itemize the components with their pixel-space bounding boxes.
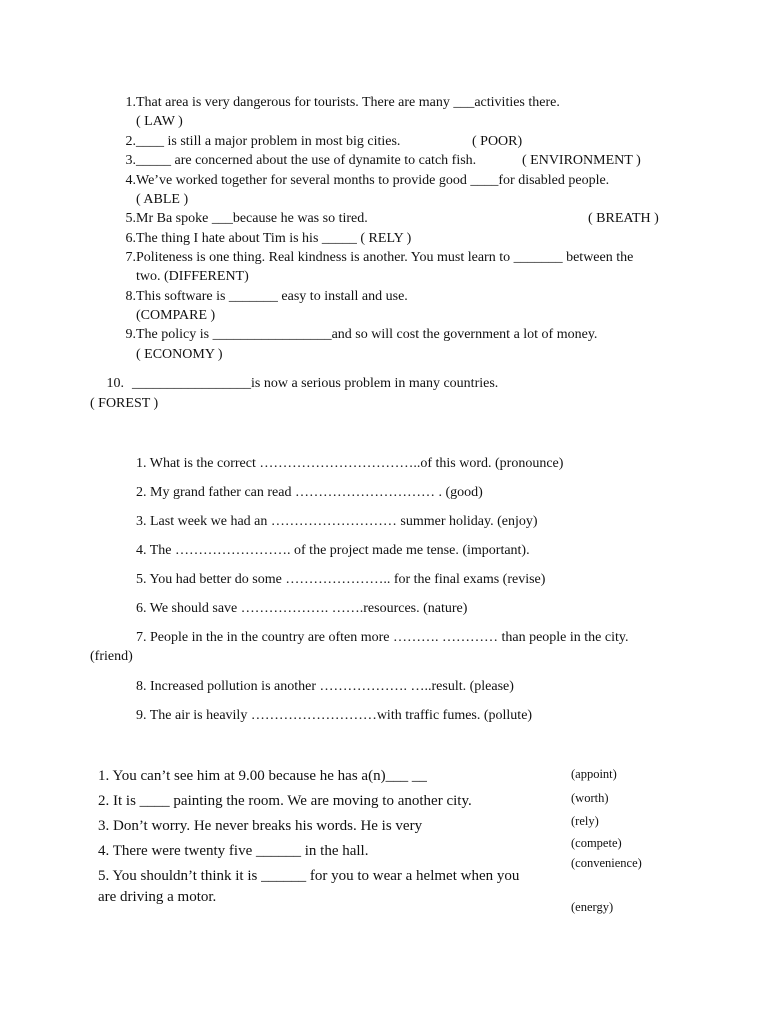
list-item: 2. My grand father can read ………………………… . (good) [136,485,483,500]
hint: (COMPARE ) [136,308,216,323]
hint: (compete) [571,836,622,850]
list-item: 9. The air is heavily ………………………with traffic fumes. (pollute) [136,708,533,723]
list-item-continuation: two. (DIFFERENT) [136,269,249,284]
hint: ( POOR) [472,134,523,149]
hint: (rely) [571,814,599,828]
list-item: 3. Last week we had an ……………………… summer holiday. (enjoy) [136,514,538,529]
hint: ( ABLE ) [136,192,189,207]
list-item-continuation: are driving a motor. [98,889,217,905]
list-item: 1. You can’t see him at 9.00 because he has a(n)___ __ [98,768,427,784]
hint: (energy) [571,900,614,914]
list-item: 2. It is ____ painting the room. We are moving to another city. [98,793,472,809]
list-item: 1. What is the correct ……………………………..of this word. (pronounce) [136,456,564,471]
list-item-continuation: (friend) [90,649,133,664]
hint: (appoint) [571,767,617,781]
worksheet-page: 1. That area is very dangerous for tourists. There are many ___activities there. ( LAW ) 2. ____ is still a major problem in most big cities. ( POOR) 3. _____ are concerned about the use of dynamite to catch fish. ( ENVIRONMENT ) 4. We’ve worked together for several months to provide good ____for disabled people. ( ABLE ) 5. Mr Ba spoke ___because he was so tired. ( BREATH ) 6. The thing I hate about Tim is his _____ ( RELY ) 7. Politeness is one thing. Real kindness is another. You must learn to _______ between the two. (DIFFERENT) 8. This software is _______ easy to install and use. (COMPARE ) 9. The policy is _________________and so will cost the government a lot of money. ( ECONOMY ) 10. _________________is now a serious problem in many countries. ( FOREST ) 1. What is the correct ……………………………..of this word. (pronounce) 2. My grand father can read ………………………… . (good) 3. Last week we had an ……………………… summer holiday. (enjoy) 4. The ……………………. of the project made me tense. (important). 5. You had better do some ………………….. for the final exams (revise) 6. We should save ………………. …….resources. (nature) 7. People in the in the country are often more ………. ………… than people in the city. (friend) 8. Increased pollution is another ………………. …..result. (please) 9. The air is heavily ………………………with traffic fumes. (pollute) 1. You can’t see him at 9.00 because he has a(n)___ __ 2. It is ____ painting the room. We are moving to another city. 3. Don’t worry. He never breaks his words. He is very 4. There were twenty five ______ in the hall. 5. You shouldn’t think it is ______ for you to wear a helmet when you are driving a motor. (appoint) (worth) (rely) (compete) (convenience) (energy) [90,95,659,914]
hint: ( ENVIRONMENT ) [522,153,641,168]
hint: (convenience) [571,856,642,870]
hint: ( LAW ) [136,114,183,129]
hint: ( FOREST ) [90,396,159,411]
hint: (worth) [571,791,609,805]
list-item: 6. We should save ………………. …….resources. (nature) [136,601,468,616]
list-item: 8. Increased pollution is another ………………. …..result. (please) [136,679,514,694]
list-item: 4. There were twenty five ______ in the hall. [98,843,369,859]
list-item: 4. The ……………………. of the project made me tense. (important). [136,543,530,558]
list-item: 5. You shouldn’t think it is ______ for you to wear a helmet when you [98,868,520,884]
list-item: 5. You had better do some ………………….. for the final exams (revise) [136,572,546,587]
list-item: 3. Don’t worry. He never breaks his words. He is very [98,818,423,834]
hint: ( BREATH ) [588,211,659,226]
list-item: 7. People in the in the country are often more ………. ………… than people in the city. [136,630,629,645]
hint: ( ECONOMY ) [136,347,223,362]
